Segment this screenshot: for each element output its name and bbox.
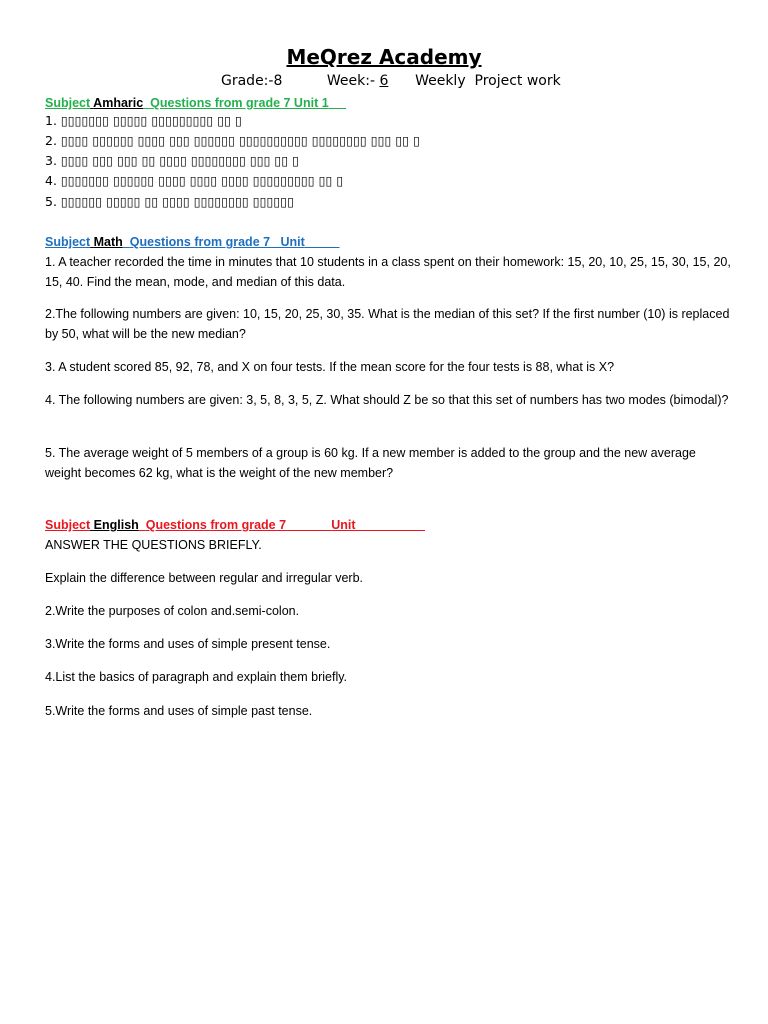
- subject-word: Subject: [45, 96, 91, 110]
- questions-heading: Questions from grade 7 Unit 1: [150, 96, 329, 110]
- unit-label: Unit: [331, 518, 356, 532]
- math-question: 3. A student scored 85, 92, 78, and X on four tests. If the mean score for the four tests is 88, what is X?: [45, 360, 615, 374]
- english-subject-heading: Subject English Questions from grade 7 Unit_____: [45, 518, 426, 532]
- subject-name: Math: [93, 235, 123, 249]
- week-label: Week:-: [326, 73, 375, 89]
- amharic-question: 3. ▯▯▯▯ ▯▯▯ ▯▯▯ ▯▯ ▯▯▯▯ ▯▯▯▯▯▯▯▯ ▯▯▯ ▯▯ ▯: [45, 153, 300, 168]
- english-question: 5.Write the forms and uses of simple past tense.: [45, 704, 313, 718]
- math-question: 5. The average weight of 5 members of a group is 60 kg. If a new member is added to the group and the new average weight becomes 62 kg, what is the weight of the new member?: [45, 446, 696, 480]
- english-question: 2.Write the purposes of colon and.semi-colon.: [45, 604, 300, 618]
- amharic-subject-heading: [45, 93, 735, 113]
- project-label: Weekly Project work: [415, 73, 561, 89]
- english-question: 4.List the basics of paragraph and explain them briefly.: [45, 670, 348, 684]
- math-question: 2.The following numbers are given: 10, 15, 20, 25, 30, 35. What is the median of this set? If the first number (10) is replaced by 50, what will be the new median?: [45, 307, 730, 341]
- questions-heading: Questions from grade 7 Unit: [129, 235, 305, 249]
- week-value: 6: [379, 73, 389, 89]
- subject-word: Subject: [45, 518, 91, 532]
- english-question: Explain the difference between regular and irregular verb.: [45, 571, 364, 585]
- grade-label: Grade:-8: [221, 73, 283, 89]
- header-meta: [221, 73, 561, 89]
- subject-name: English: [93, 518, 139, 532]
- subject-word: Subject: [45, 235, 91, 249]
- math-subject-heading: [45, 232, 735, 252]
- math-question: 1. A teacher recorded the time in minutes that 10 students in a class spent on their homework: 15, 20, 10, 25, 15, 30, 15, 20, 15, 40. Find the mean, mode, and median of this data.: [45, 255, 731, 289]
- amharic-question: 4. ▯▯▯▯▯▯▯ ▯▯▯▯▯▯ ▯▯▯▯ ▯▯▯▯ ▯▯▯▯ ▯▯▯▯▯▯▯▯▯ ▯▯ ▯: [45, 173, 344, 188]
- page-title: MeQrez Academy: [286, 45, 482, 69]
- amharic-question: 5. ▯▯▯▯▯▯ ▯▯▯▯▯ ▯▯ ▯▯▯▯ ▯▯▯▯▯▯▯▯ ▯▯▯▯▯▯: [45, 194, 295, 209]
- english-question: 3.Write the forms and uses of simple present tense.: [45, 637, 331, 651]
- english-instruction: ANSWER THE QUESTIONS BRIEFLY.: [45, 538, 262, 552]
- amharic-question: 1. ▯▯▯▯▯▯▯ ▯▯▯▯▯ ▯▯▯▯▯▯▯▯▯ ▯▯ ▯: [45, 113, 242, 128]
- subject-name: Amharic: [93, 96, 144, 110]
- math-question: 4. The following numbers are given: 3, 5, 8, 3, 5, Z. What should Z be so that this set of numbers has two modes (bimodal)?: [45, 393, 729, 407]
- questions-heading: Questions from grade 7: [145, 518, 287, 532]
- amharic-question: 2. ▯▯▯▯ ▯▯▯▯▯▯ ▯▯▯▯ ▯▯▯ ▯▯▯▯▯▯ ▯▯▯▯▯▯▯▯▯▯ ▯▯▯▯▯▯▯▯ ▯▯▯ ▯▯ ▯: [45, 133, 420, 148]
